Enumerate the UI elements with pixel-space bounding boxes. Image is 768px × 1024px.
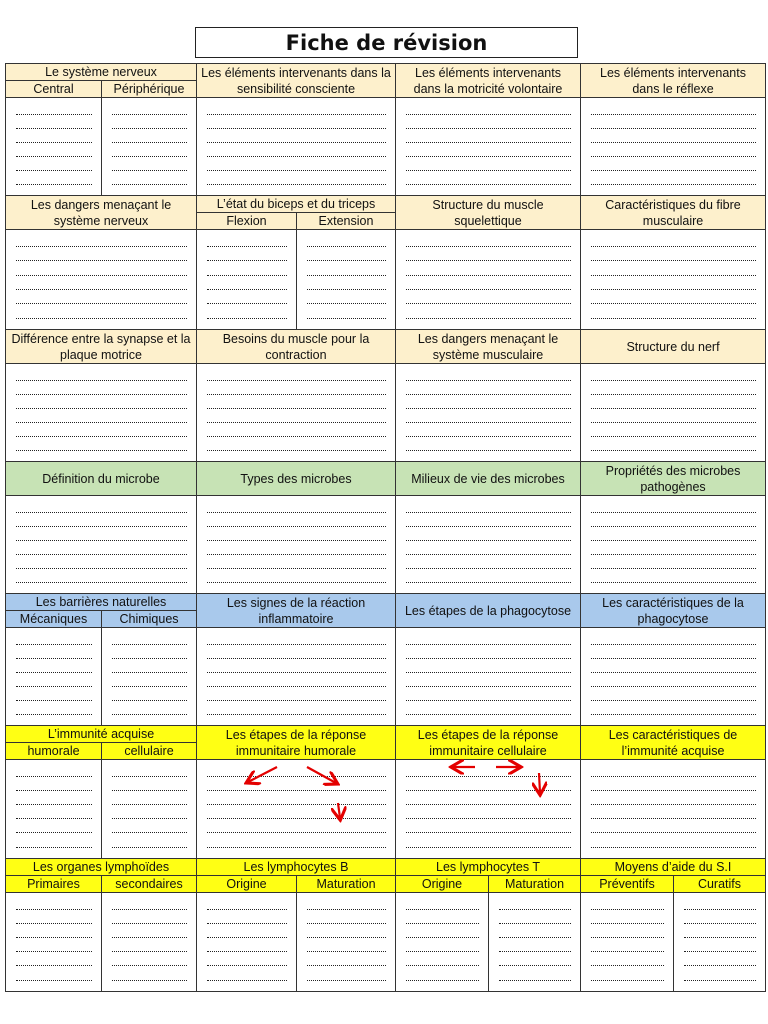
- dotted-answer-line: [591, 847, 756, 848]
- dotted-answer-line: [207, 644, 386, 645]
- dotted-answer-line: [16, 847, 92, 848]
- dotted-answer-line: [499, 937, 571, 938]
- dotted-answer-line: [406, 980, 479, 981]
- answer-area[interactable]: [580, 363, 766, 462]
- dotted-answer-line: [406, 937, 479, 938]
- answer-area[interactable]: [196, 229, 297, 330]
- dotted-answer-line: [207, 275, 287, 276]
- dotted-answer-line: [16, 554, 187, 555]
- answer-area[interactable]: [101, 759, 197, 859]
- answer-area[interactable]: [580, 892, 674, 992]
- section-header: Les lymphocytes B: [196, 858, 396, 876]
- dotted-answer-line: [307, 318, 386, 319]
- dotted-answer-line: [112, 128, 187, 129]
- dotted-answer-line: [307, 909, 386, 910]
- dotted-answer-line: [307, 980, 386, 981]
- dotted-answer-line: [591, 526, 756, 527]
- dotted-answer-line: [406, 422, 571, 423]
- dotted-answer-line: [591, 318, 756, 319]
- dotted-answer-line: [207, 658, 386, 659]
- sub-header: humorale: [5, 742, 102, 760]
- answer-area[interactable]: [395, 759, 581, 859]
- dotted-answer-line: [112, 818, 187, 819]
- dotted-answer-line: [499, 965, 571, 966]
- dotted-answer-line: [112, 170, 187, 171]
- dotted-answer-line: [16, 289, 187, 290]
- answer-area[interactable]: [395, 892, 489, 992]
- dotted-answer-line: [207, 526, 386, 527]
- dotted-answer-line: [406, 568, 571, 569]
- dotted-answer-line: [406, 303, 571, 304]
- section-header: Caractéristiques du fibre musculaire: [580, 195, 766, 230]
- section-header: Les dangers menaçant le système nerveux: [5, 195, 197, 230]
- dotted-answer-line: [207, 832, 386, 833]
- sub-header: Extension: [296, 212, 396, 230]
- dotted-answer-line: [591, 303, 756, 304]
- dotted-answer-line: [16, 923, 92, 924]
- dotted-answer-line: [406, 114, 571, 115]
- dotted-answer-line: [307, 246, 386, 247]
- answer-area[interactable]: [196, 892, 297, 992]
- answer-area[interactable]: [196, 495, 396, 594]
- dotted-answer-line: [684, 909, 756, 910]
- section-header: Les éléments intervenants dans la motricité volontaire: [395, 63, 581, 98]
- dotted-answer-line: [207, 951, 287, 952]
- dotted-answer-line: [406, 832, 571, 833]
- answer-area[interactable]: [196, 97, 396, 196]
- dotted-answer-line: [207, 540, 386, 541]
- answer-area[interactable]: [395, 495, 581, 594]
- dotted-answer-line: [684, 965, 756, 966]
- dotted-answer-line: [112, 980, 187, 981]
- dotted-answer-line: [591, 246, 756, 247]
- dotted-answer-line: [112, 658, 187, 659]
- dotted-answer-line: [16, 686, 92, 687]
- dotted-answer-line: [591, 260, 756, 261]
- section-header: Milieux de vie des microbes: [395, 461, 581, 496]
- section-header: Besoins du muscle pour la contraction: [196, 329, 396, 364]
- dotted-answer-line: [684, 980, 756, 981]
- answer-area[interactable]: [101, 627, 197, 726]
- section-header: Les signes de la réaction inflammatoire: [196, 593, 396, 628]
- answer-area[interactable]: [101, 892, 197, 992]
- dotted-answer-line: [499, 980, 571, 981]
- dotted-answer-line: [16, 776, 92, 777]
- dotted-answer-line: [406, 804, 571, 805]
- sub-header: Origine: [196, 875, 297, 893]
- section-header: Les éléments intervenants dans le réflexe: [580, 63, 766, 98]
- dotted-answer-line: [16, 672, 92, 673]
- sub-header: secondaires: [101, 875, 197, 893]
- dotted-answer-line: [112, 686, 187, 687]
- dotted-answer-line: [207, 170, 386, 171]
- answer-area[interactable]: [296, 892, 396, 992]
- dotted-answer-line: [406, 909, 479, 910]
- dotted-answer-line: [16, 700, 92, 701]
- answer-area[interactable]: [580, 627, 766, 726]
- section-header: Les éléments intervenants dans la sensibilité consciente: [196, 63, 396, 98]
- section-header: L’état du biceps et du triceps: [196, 195, 396, 213]
- dotted-answer-line: [207, 303, 287, 304]
- dotted-answer-line: [112, 114, 187, 115]
- dotted-answer-line: [591, 450, 756, 451]
- sub-header: Maturation: [296, 875, 396, 893]
- sub-header: Mécaniques: [5, 610, 102, 628]
- answer-area[interactable]: [395, 97, 581, 196]
- dotted-answer-line: [112, 804, 187, 805]
- dotted-answer-line: [16, 512, 187, 513]
- dotted-answer-line: [406, 540, 571, 541]
- dotted-answer-line: [16, 951, 92, 952]
- sub-header: Origine: [395, 875, 489, 893]
- dotted-answer-line: [207, 847, 386, 848]
- dotted-answer-line: [207, 142, 386, 143]
- dotted-answer-line: [591, 114, 756, 115]
- dotted-answer-line: [207, 700, 386, 701]
- dotted-answer-line: [16, 526, 187, 527]
- dotted-answer-line: [16, 394, 187, 395]
- dotted-answer-line: [591, 184, 756, 185]
- dotted-answer-line: [591, 923, 664, 924]
- dotted-answer-line: [591, 980, 664, 981]
- dotted-answer-line: [406, 658, 571, 659]
- dotted-answer-line: [406, 436, 571, 437]
- sub-header: Maturation: [488, 875, 581, 893]
- answer-area[interactable]: [296, 229, 396, 330]
- dotted-answer-line: [16, 142, 92, 143]
- answer-area[interactable]: [580, 229, 766, 330]
- dotted-answer-line: [207, 436, 386, 437]
- dotted-answer-line: [591, 540, 756, 541]
- dotted-answer-line: [207, 965, 287, 966]
- dotted-answer-line: [591, 275, 756, 276]
- dotted-answer-line: [207, 909, 287, 910]
- revision-grid: [5, 63, 765, 991]
- dotted-answer-line: [591, 568, 756, 569]
- dotted-answer-line: [16, 380, 187, 381]
- dotted-answer-line: [16, 804, 92, 805]
- dotted-answer-line: [406, 318, 571, 319]
- dotted-answer-line: [307, 260, 386, 261]
- dotted-answer-line: [307, 937, 386, 938]
- dotted-answer-line: [591, 672, 756, 673]
- section-header: Structure du muscle squelettique: [395, 195, 581, 230]
- dotted-answer-line: [307, 275, 386, 276]
- dotted-answer-line: [406, 184, 571, 185]
- dotted-answer-line: [16, 436, 187, 437]
- dotted-answer-line: [591, 658, 756, 659]
- dotted-answer-line: [207, 937, 287, 938]
- dotted-answer-line: [406, 776, 571, 777]
- dotted-answer-line: [207, 289, 287, 290]
- dotted-answer-line: [112, 832, 187, 833]
- dotted-answer-line: [591, 394, 756, 395]
- dotted-answer-line: [591, 554, 756, 555]
- dotted-answer-line: [406, 847, 571, 848]
- dotted-answer-line: [112, 672, 187, 673]
- dotted-answer-line: [16, 318, 187, 319]
- dotted-answer-line: [406, 450, 571, 451]
- dotted-answer-line: [591, 156, 756, 157]
- dotted-answer-line: [16, 582, 187, 583]
- dotted-answer-line: [406, 408, 571, 409]
- dotted-answer-line: [16, 909, 92, 910]
- dotted-answer-line: [406, 275, 571, 276]
- answer-area[interactable]: [5, 495, 197, 594]
- dotted-answer-line: [112, 847, 187, 848]
- dotted-answer-line: [16, 408, 187, 409]
- dotted-answer-line: [406, 923, 479, 924]
- dotted-answer-line: [406, 714, 571, 715]
- dotted-answer-line: [112, 937, 187, 938]
- dotted-answer-line: [16, 790, 92, 791]
- sub-header: Chimiques: [101, 610, 197, 628]
- dotted-answer-line: [16, 260, 187, 261]
- dotted-answer-line: [591, 170, 756, 171]
- dotted-answer-line: [207, 512, 386, 513]
- dotted-answer-line: [591, 142, 756, 143]
- dotted-answer-line: [207, 686, 386, 687]
- dotted-answer-line: [112, 776, 187, 777]
- section-header: Les caractéristiques de l’immunité acquise: [580, 725, 766, 760]
- dotted-answer-line: [207, 128, 386, 129]
- dotted-answer-line: [307, 923, 386, 924]
- dotted-answer-line: [591, 804, 756, 805]
- dotted-answer-line: [112, 909, 187, 910]
- dotted-answer-line: [406, 700, 571, 701]
- answer-area[interactable]: [196, 759, 396, 859]
- dotted-answer-line: [207, 318, 287, 319]
- dotted-answer-line: [591, 832, 756, 833]
- section-header: Moyens d’aide du S.I: [580, 858, 766, 876]
- sub-header: Périphérique: [101, 80, 197, 98]
- answer-area[interactable]: [673, 892, 766, 992]
- dotted-answer-line: [207, 776, 386, 777]
- dotted-answer-line: [207, 790, 386, 791]
- dotted-answer-line: [16, 303, 187, 304]
- dotted-answer-line: [16, 965, 92, 966]
- answer-area[interactable]: [5, 627, 102, 726]
- answer-area[interactable]: [196, 363, 396, 462]
- dotted-answer-line: [591, 951, 664, 952]
- dotted-answer-line: [207, 114, 386, 115]
- dotted-answer-line: [591, 422, 756, 423]
- page-title: Fiche de révision: [195, 27, 578, 58]
- section-header: Définition du microbe: [5, 461, 197, 496]
- dotted-answer-line: [499, 951, 571, 952]
- dotted-answer-line: [591, 818, 756, 819]
- answer-area[interactable]: [5, 229, 197, 330]
- dotted-answer-line: [16, 156, 92, 157]
- dotted-answer-line: [16, 450, 187, 451]
- answer-area[interactable]: [395, 363, 581, 462]
- section-header: Les étapes de la réponse immunitaire cellulaire: [395, 725, 581, 760]
- section-header: Le système nerveux: [5, 63, 197, 81]
- dotted-answer-line: [406, 260, 571, 261]
- dotted-answer-line: [684, 923, 756, 924]
- dotted-answer-line: [406, 644, 571, 645]
- sub-header: Primaires: [5, 875, 102, 893]
- answer-area[interactable]: [580, 495, 766, 594]
- dotted-answer-line: [207, 923, 287, 924]
- dotted-answer-line: [207, 450, 386, 451]
- dotted-answer-line: [591, 582, 756, 583]
- dotted-answer-line: [307, 951, 386, 952]
- dotted-answer-line: [307, 965, 386, 966]
- section-header: L’immunité acquise: [5, 725, 197, 743]
- dotted-answer-line: [16, 980, 92, 981]
- dotted-answer-line: [406, 582, 571, 583]
- dotted-answer-line: [591, 776, 756, 777]
- section-header: Propriétés des microbes pathogènes: [580, 461, 766, 496]
- dotted-answer-line: [207, 554, 386, 555]
- dotted-answer-line: [207, 818, 386, 819]
- answer-area[interactable]: [196, 627, 396, 726]
- dotted-answer-line: [207, 246, 287, 247]
- dotted-answer-line: [112, 714, 187, 715]
- answer-area[interactable]: [5, 363, 197, 462]
- dotted-answer-line: [406, 965, 479, 966]
- dotted-answer-line: [591, 436, 756, 437]
- section-header: Les étapes de la phagocytose: [395, 593, 581, 628]
- dotted-answer-line: [16, 170, 92, 171]
- dotted-answer-line: [406, 512, 571, 513]
- dotted-answer-line: [406, 156, 571, 157]
- section-header: Les caractéristiques de la phagocytose: [580, 593, 766, 628]
- sub-header: Préventifs: [580, 875, 674, 893]
- dotted-answer-line: [16, 568, 187, 569]
- dotted-answer-line: [16, 184, 92, 185]
- dotted-answer-line: [591, 965, 664, 966]
- dotted-answer-line: [499, 909, 571, 910]
- answer-area[interactable]: [395, 229, 581, 330]
- dotted-answer-line: [406, 790, 571, 791]
- dotted-answer-line: [406, 380, 571, 381]
- dotted-answer-line: [406, 686, 571, 687]
- dotted-answer-line: [684, 951, 756, 952]
- dotted-answer-line: [406, 526, 571, 527]
- dotted-answer-line: [16, 422, 187, 423]
- section-header: Différence entre la synapse et la plaque motrice: [5, 329, 197, 364]
- section-header: Les étapes de la réponse immunitaire humorale: [196, 725, 396, 760]
- dotted-answer-line: [207, 156, 386, 157]
- dotted-answer-line: [591, 512, 756, 513]
- dotted-answer-line: [307, 289, 386, 290]
- answer-area[interactable]: [5, 97, 102, 196]
- dotted-answer-line: [591, 289, 756, 290]
- answer-area[interactable]: [5, 759, 102, 859]
- dotted-answer-line: [406, 246, 571, 247]
- dotted-answer-line: [16, 114, 92, 115]
- dotted-answer-line: [307, 303, 386, 304]
- sub-header: Central: [5, 80, 102, 98]
- sub-header: Curatifs: [673, 875, 766, 893]
- dotted-answer-line: [207, 408, 386, 409]
- dotted-answer-line: [16, 275, 187, 276]
- dotted-answer-line: [112, 951, 187, 952]
- dotted-answer-line: [16, 832, 92, 833]
- dotted-answer-line: [406, 394, 571, 395]
- dotted-answer-line: [207, 184, 386, 185]
- sub-header: Flexion: [196, 212, 297, 230]
- dotted-answer-line: [207, 980, 287, 981]
- dotted-answer-line: [684, 937, 756, 938]
- dotted-answer-line: [406, 951, 479, 952]
- section-header: Structure du nerf: [580, 329, 766, 364]
- dotted-answer-line: [16, 714, 92, 715]
- section-header: Les barrières naturelles: [5, 593, 197, 611]
- dotted-answer-line: [16, 644, 92, 645]
- dotted-answer-line: [16, 128, 92, 129]
- dotted-answer-line: [207, 672, 386, 673]
- dotted-answer-line: [112, 644, 187, 645]
- answer-area[interactable]: [101, 97, 197, 196]
- dotted-answer-line: [207, 568, 386, 569]
- dotted-answer-line: [406, 818, 571, 819]
- dotted-answer-line: [591, 408, 756, 409]
- sub-header: cellulaire: [101, 742, 197, 760]
- dotted-answer-line: [207, 582, 386, 583]
- dotted-answer-line: [112, 923, 187, 924]
- answer-area[interactable]: [488, 892, 581, 992]
- dotted-answer-line: [112, 142, 187, 143]
- dotted-answer-line: [112, 790, 187, 791]
- section-header: Les lymphocytes T: [395, 858, 581, 876]
- dotted-answer-line: [112, 156, 187, 157]
- dotted-answer-line: [591, 128, 756, 129]
- answer-area[interactable]: [580, 97, 766, 196]
- dotted-answer-line: [207, 804, 386, 805]
- dotted-answer-line: [207, 380, 386, 381]
- dotted-answer-line: [16, 937, 92, 938]
- dotted-answer-line: [591, 790, 756, 791]
- dotted-answer-line: [406, 672, 571, 673]
- dotted-answer-line: [207, 394, 386, 395]
- dotted-answer-line: [16, 658, 92, 659]
- dotted-answer-line: [112, 700, 187, 701]
- dotted-answer-line: [591, 686, 756, 687]
- dotted-answer-line: [207, 714, 386, 715]
- dotted-answer-line: [406, 170, 571, 171]
- dotted-answer-line: [112, 184, 187, 185]
- dotted-answer-line: [406, 128, 571, 129]
- dotted-answer-line: [591, 714, 756, 715]
- dotted-answer-line: [112, 965, 187, 966]
- dotted-answer-line: [591, 380, 756, 381]
- answer-area[interactable]: [580, 759, 766, 859]
- dotted-answer-line: [406, 289, 571, 290]
- dotted-answer-line: [591, 644, 756, 645]
- dotted-answer-line: [591, 700, 756, 701]
- section-header: Les organes lymphoïdes: [5, 858, 197, 876]
- dotted-answer-line: [406, 142, 571, 143]
- dotted-answer-line: [406, 554, 571, 555]
- dotted-answer-line: [499, 923, 571, 924]
- dotted-answer-line: [16, 818, 92, 819]
- section-header: Types des microbes: [196, 461, 396, 496]
- dotted-answer-line: [207, 260, 287, 261]
- dotted-answer-line: [16, 540, 187, 541]
- dotted-answer-line: [16, 246, 187, 247]
- dotted-answer-line: [591, 937, 664, 938]
- answer-area[interactable]: [395, 627, 581, 726]
- dotted-answer-line: [591, 909, 664, 910]
- section-header: Les dangers menaçant le système musculaire: [395, 329, 581, 364]
- dotted-answer-line: [207, 422, 386, 423]
- answer-area[interactable]: [5, 892, 102, 992]
